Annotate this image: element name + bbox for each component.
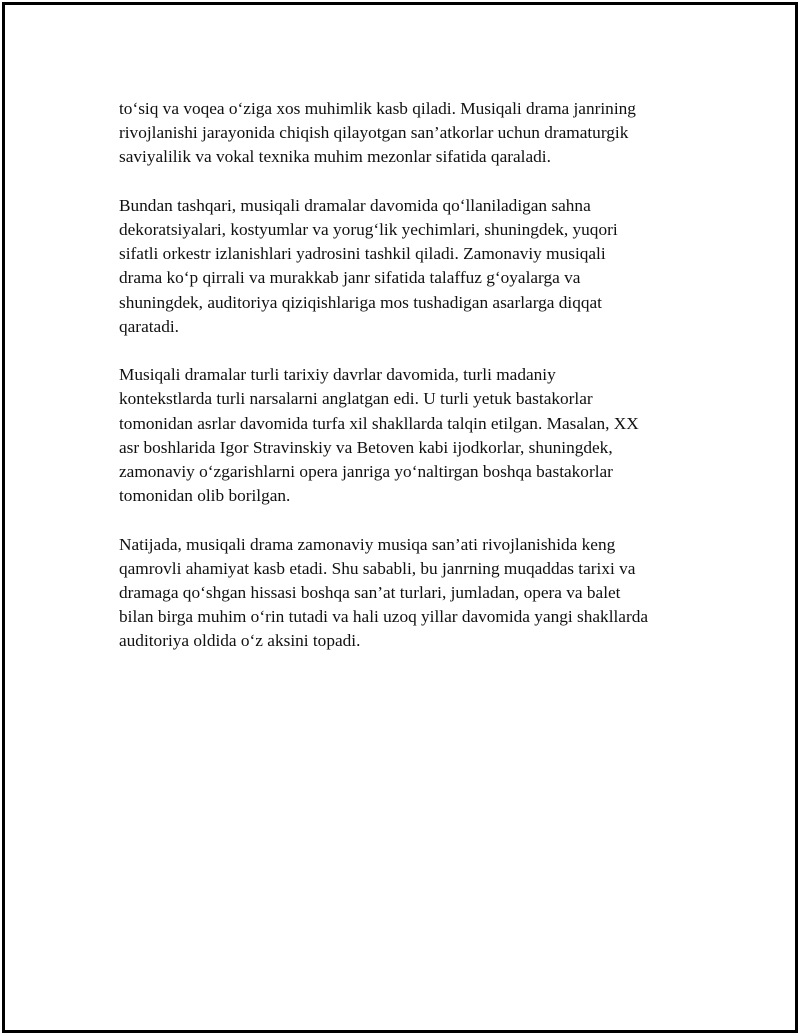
text-line: auditoriya oldida o‘z aksini topadi. xyxy=(119,631,361,651)
text-line: tomonidan olib borilgan. xyxy=(119,486,291,506)
paragraph-1 xyxy=(119,97,699,170)
text-line: zamonaviy o‘zgarishlarni opera janriga yo‘naltirgan boshqa bastakorlar xyxy=(119,462,613,482)
text-line: saviyalilik va vokal texnika muhim mezonlar sifatida qaraladi. xyxy=(119,147,551,167)
document-body xyxy=(119,97,699,678)
text-line: bilan birga muhim o‘rin tutadi va hali uzoq yillar davomida yangi shakllarda xyxy=(119,607,649,627)
text-line: asr boshlarida Igor Stravinskiy va Betoven kabi ijodkorlar, shuningdek, xyxy=(119,437,613,457)
text-line: dramaga qo‘shgan hissasi boshqa san’at turlari, jumladan, opera va balet xyxy=(119,583,621,603)
text-line: drama ko‘p qirrali va murakkab janr sifatida talaffuz g‘oyalarga va xyxy=(119,268,581,288)
paragraph-3 xyxy=(119,363,699,508)
paragraph-2 xyxy=(119,194,699,339)
text-line: shuningdek, auditoriya qiziqishlariga mos tushadigan asarlarga diqqat xyxy=(119,292,602,312)
text-line: sifatli orkestr izlanishlari yadrosini tashkil qiladi. Zamonaviy musiqali xyxy=(119,244,606,264)
text-line: dekoratsiyalari, kostyumlar va yorug‘lik yechimlari, shuningdek, yuqori xyxy=(119,220,618,239)
text-line: rivojlanishi jarayonida chiqish qilayotgan san’atkorlar uchun dramaturgik xyxy=(119,123,629,143)
text-line: to‘siq va voqea o‘ziga xos muhimlik kasb qiladi. Musiqali drama janrining xyxy=(119,99,636,118)
text-line: Musiqali dramalar turli tarixiy davrlar davomida, turli madaniy xyxy=(119,365,556,385)
text-line: tomonidan asrlar davomida turfa xil shakllarda talqin etilgan. Masalan, XX xyxy=(119,413,639,433)
text-line: Bundan tashqari, musiqali dramalar davomida qo‘llaniladigan sahna xyxy=(119,195,591,215)
text-line: kontekstlarda turli narsalarni anglatgan edi. U turli yetuk bastakorlar xyxy=(119,389,593,409)
page-frame xyxy=(2,2,798,1033)
text-line: Natijada, musiqali drama zamonaviy musiqa san’ati rivojlanishida keng xyxy=(119,534,616,554)
paragraph-4 xyxy=(119,533,699,654)
text-line: qaratadi. xyxy=(119,316,179,336)
text-line: qamrovli ahamiyat kasb etadi. Shu sababli, bu janrning muqaddas tarixi va xyxy=(119,558,636,578)
